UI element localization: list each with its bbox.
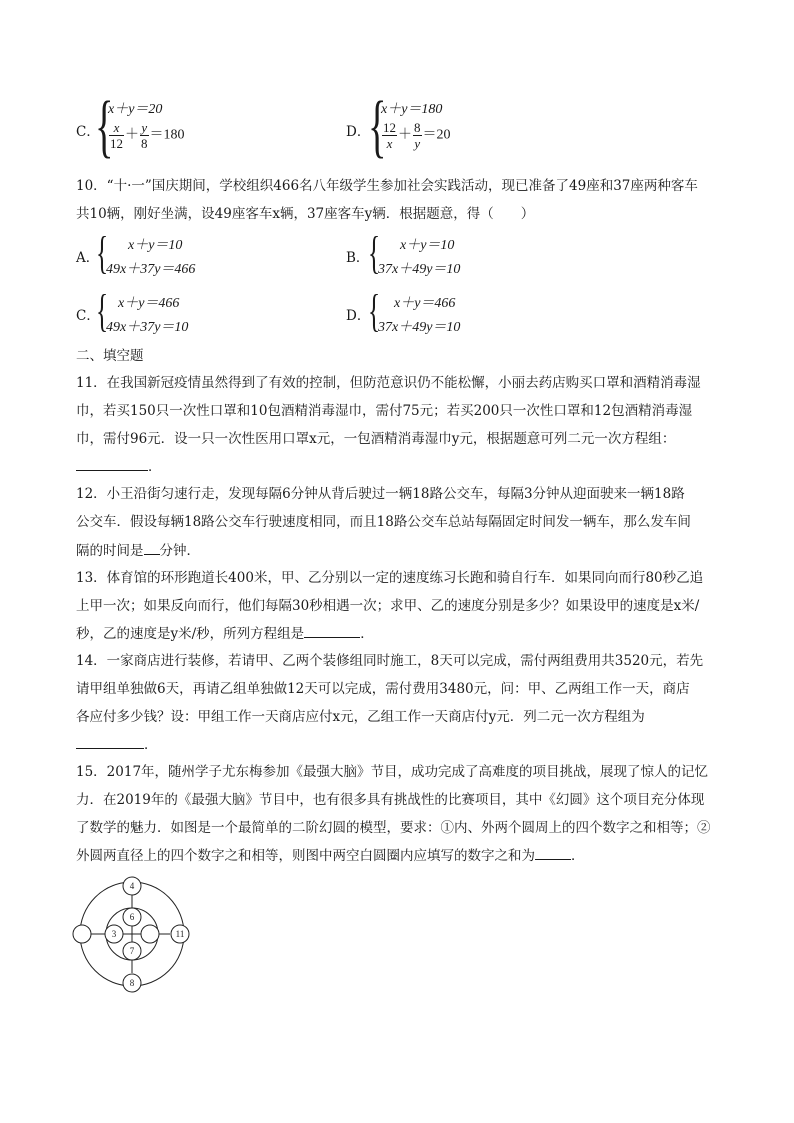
q10-option-c-label: C． [76, 308, 100, 324]
q11-line3: 巾，需付96元．设一只一次性医用口罩x元，一包酒精消毒湿巾y元，根据题意可列二元一次方程组： [76, 431, 676, 447]
q11-line1: 11．在我国新冠疫情虽然得到了有效的控制，但防范意识仍不能松懈，小丽去药店购买口罩和酒精消毒湿 [76, 375, 701, 391]
q11-answer-blank[interactable] [76, 456, 148, 471]
q9-c-frac2: $\frac{y}{8}$ [141, 120, 148, 151]
q10-option-c-brace: { [96, 285, 109, 336]
node-bottom-outer [123, 974, 141, 992]
q9-option-c [76, 88, 326, 166]
node-right-inner[interactable] [141, 925, 159, 943]
q10-option-b-eq1: x＋y＝10 [400, 238, 455, 253]
q14-end: ． [144, 737, 158, 753]
q10-option-d-label: D． [346, 308, 371, 324]
q14-line1: 14．一家商店进行装修，若请甲、乙两个装修组同时施工，8天可以完成，需付两组费用共3520元，若先 [76, 653, 704, 669]
q10-option-b [346, 227, 606, 280]
q10-option-d [346, 285, 606, 338]
q9-d-frac2: $\frac{8}{y}$ [414, 120, 421, 151]
q9-d-frac1: $\frac{12}{x}$ [383, 120, 396, 151]
q10-option-a-brace: { [96, 227, 109, 278]
q14-answer-blank[interactable] [76, 734, 144, 749]
q10-option-d-brace: { [368, 285, 381, 336]
q9-option-d-label: D． [346, 124, 371, 140]
q15-line1: 15．2017年，随州学子尤东梅参加《最强大脑》节目，成功完成了高难度的项目挑战，展现了惊人的记忆 [76, 764, 709, 780]
node-right-outer-label: 11 [175, 929, 185, 939]
q12-line1: 12．小王沿街匀速行走，发现每隔6分钟从背后驶过一辆18路公交车，每隔3分钟从迎面驶来一辆18路 [76, 486, 685, 502]
q10-line2: 共10辆，刚好坐满，设49座客车x辆，37座客车y辆．根据题意，得（ ） [76, 206, 535, 222]
q9-option-c-label: C． [76, 124, 100, 140]
q15-line2: 力．在2019年的《最强大脑》节目中，也有很多具有挑战性的比赛项目，其中《幻圆》这个项目充分体现 [76, 792, 705, 808]
node-bottom-inner-label: 7 [129, 946, 135, 956]
q10-option-c-eq2: 49x＋37y＝10 [106, 320, 189, 335]
q9-option-d-eq2: $\frac{12}{x}$ ＋ $\frac{8}{y}$ ＝20 [383, 120, 451, 151]
q12-answer-blank[interactable] [144, 540, 160, 555]
q11-line2: 巾，若买150只一次性口罩和10包酒精消毒湿巾，需付75元；若买200只一次性口罩和12包酒精消毒湿 [76, 403, 693, 419]
q15-line4-a: 外圆两直径上的四个数字之和相等，则图中两空白圆圈内应填写的数字之和为 [76, 848, 535, 864]
q9-option-d-brace: { [368, 88, 387, 165]
q10-option-a-eq2: 49x＋37y＝466 [106, 262, 196, 277]
q15-answer-blank[interactable] [535, 845, 571, 860]
q10-option-b-brace: { [368, 227, 381, 278]
node-left-inner-label: 3 [111, 929, 117, 939]
q10-option-a [76, 227, 336, 280]
q12-line2: 公交车．假设每辆18路公交车行驶速度相同，而且18路公交车总站每隔固定时间发一辆车，那么发车间 [76, 514, 691, 530]
q12-line3 [76, 540, 200, 561]
q10-option-a-eq1: x＋y＝10 [128, 238, 183, 253]
q9-option-c-brace: { [95, 88, 114, 165]
q13-line1: 13．体育馆的环形跑道长400米，甲、乙分别以一定的速度练习长跑和骑自行车．如果同向而行80秒乙追 [76, 570, 704, 586]
q9-option-d [346, 88, 596, 166]
q9-c-frac1: $\frac{x}{12}$ [110, 120, 123, 151]
q15-line4 [76, 845, 585, 866]
q9-option-c-eq1: x＋y＝20 [108, 102, 163, 117]
node-left-outer[interactable] [73, 925, 91, 943]
q10-option-c-eq1: x＋y＝466 [118, 296, 180, 311]
node-left-inner [105, 925, 123, 943]
q10-option-c [76, 285, 336, 338]
q9-option-c-eq2: $\frac{x}{12}$ ＋ $\frac{y}{8}$ ＝180 [110, 120, 185, 151]
q13-line3 [76, 623, 374, 644]
section2-title: 二、填空题 [76, 348, 144, 364]
q11-line4 [76, 456, 162, 477]
q14-line3: 各应付多少钱？设：甲组工作一天商店应付x元，乙组工作一天商店付y元．列二元一次方程组为 [76, 709, 645, 725]
magic-circle-figure [62, 872, 202, 1012]
q13-line2: 上甲一次；如果反向而行，他们每隔30秒相遇一次；求甲、乙的速度分别是多少？如果设甲的速度是x米/ [76, 598, 700, 614]
node-bottom-outer-label: 8 [129, 978, 135, 988]
node-top-inner [123, 908, 141, 926]
q10-option-b-label: B． [346, 250, 370, 266]
q10-option-a-label: A． [76, 250, 100, 266]
node-top-outer-label: 4 [129, 881, 135, 891]
node-bottom-inner [123, 942, 141, 960]
q13-line3-b: ． [360, 626, 374, 642]
q11-end: ． [148, 459, 162, 475]
q12-line3-a: 隔的时间是 [76, 543, 144, 559]
q15-line3: 了数学的魅力．如图是一个最简单的二阶幻圆的模型，要求：①内、外两个圆周上的四个数字之和相等；② [76, 820, 711, 836]
node-top-outer [123, 877, 141, 895]
q10-line1: 10．“十·一”国庆期间，学校组织466名八年级学生参加社会实践活动，现已准备了49座和37座两种客车 [76, 178, 698, 194]
q12-line3-b: 分钟． [159, 543, 200, 559]
q10-option-d-eq1: x＋y＝466 [394, 296, 456, 311]
q9-option-d-eq1: x＋y＝180 [381, 102, 443, 117]
node-top-inner-label: 6 [129, 912, 135, 922]
q10-option-b-eq2: 37x＋49y＝10 [378, 262, 461, 277]
q13-answer-blank[interactable] [304, 623, 360, 638]
q14-line4 [76, 734, 158, 755]
q14-line2: 请甲组单独做6天，再请乙组单独做12天可以完成，需付费用3480元，问：甲、乙两组工作一天，商店 [76, 681, 690, 697]
q13-line3-a: 秒，乙的速度是y米/秒，所列方程组是 [76, 626, 305, 642]
q10-option-d-eq2: 37x＋49y＝10 [378, 320, 461, 335]
node-right-outer [171, 925, 189, 943]
q15-line4-b: ． [571, 848, 585, 864]
